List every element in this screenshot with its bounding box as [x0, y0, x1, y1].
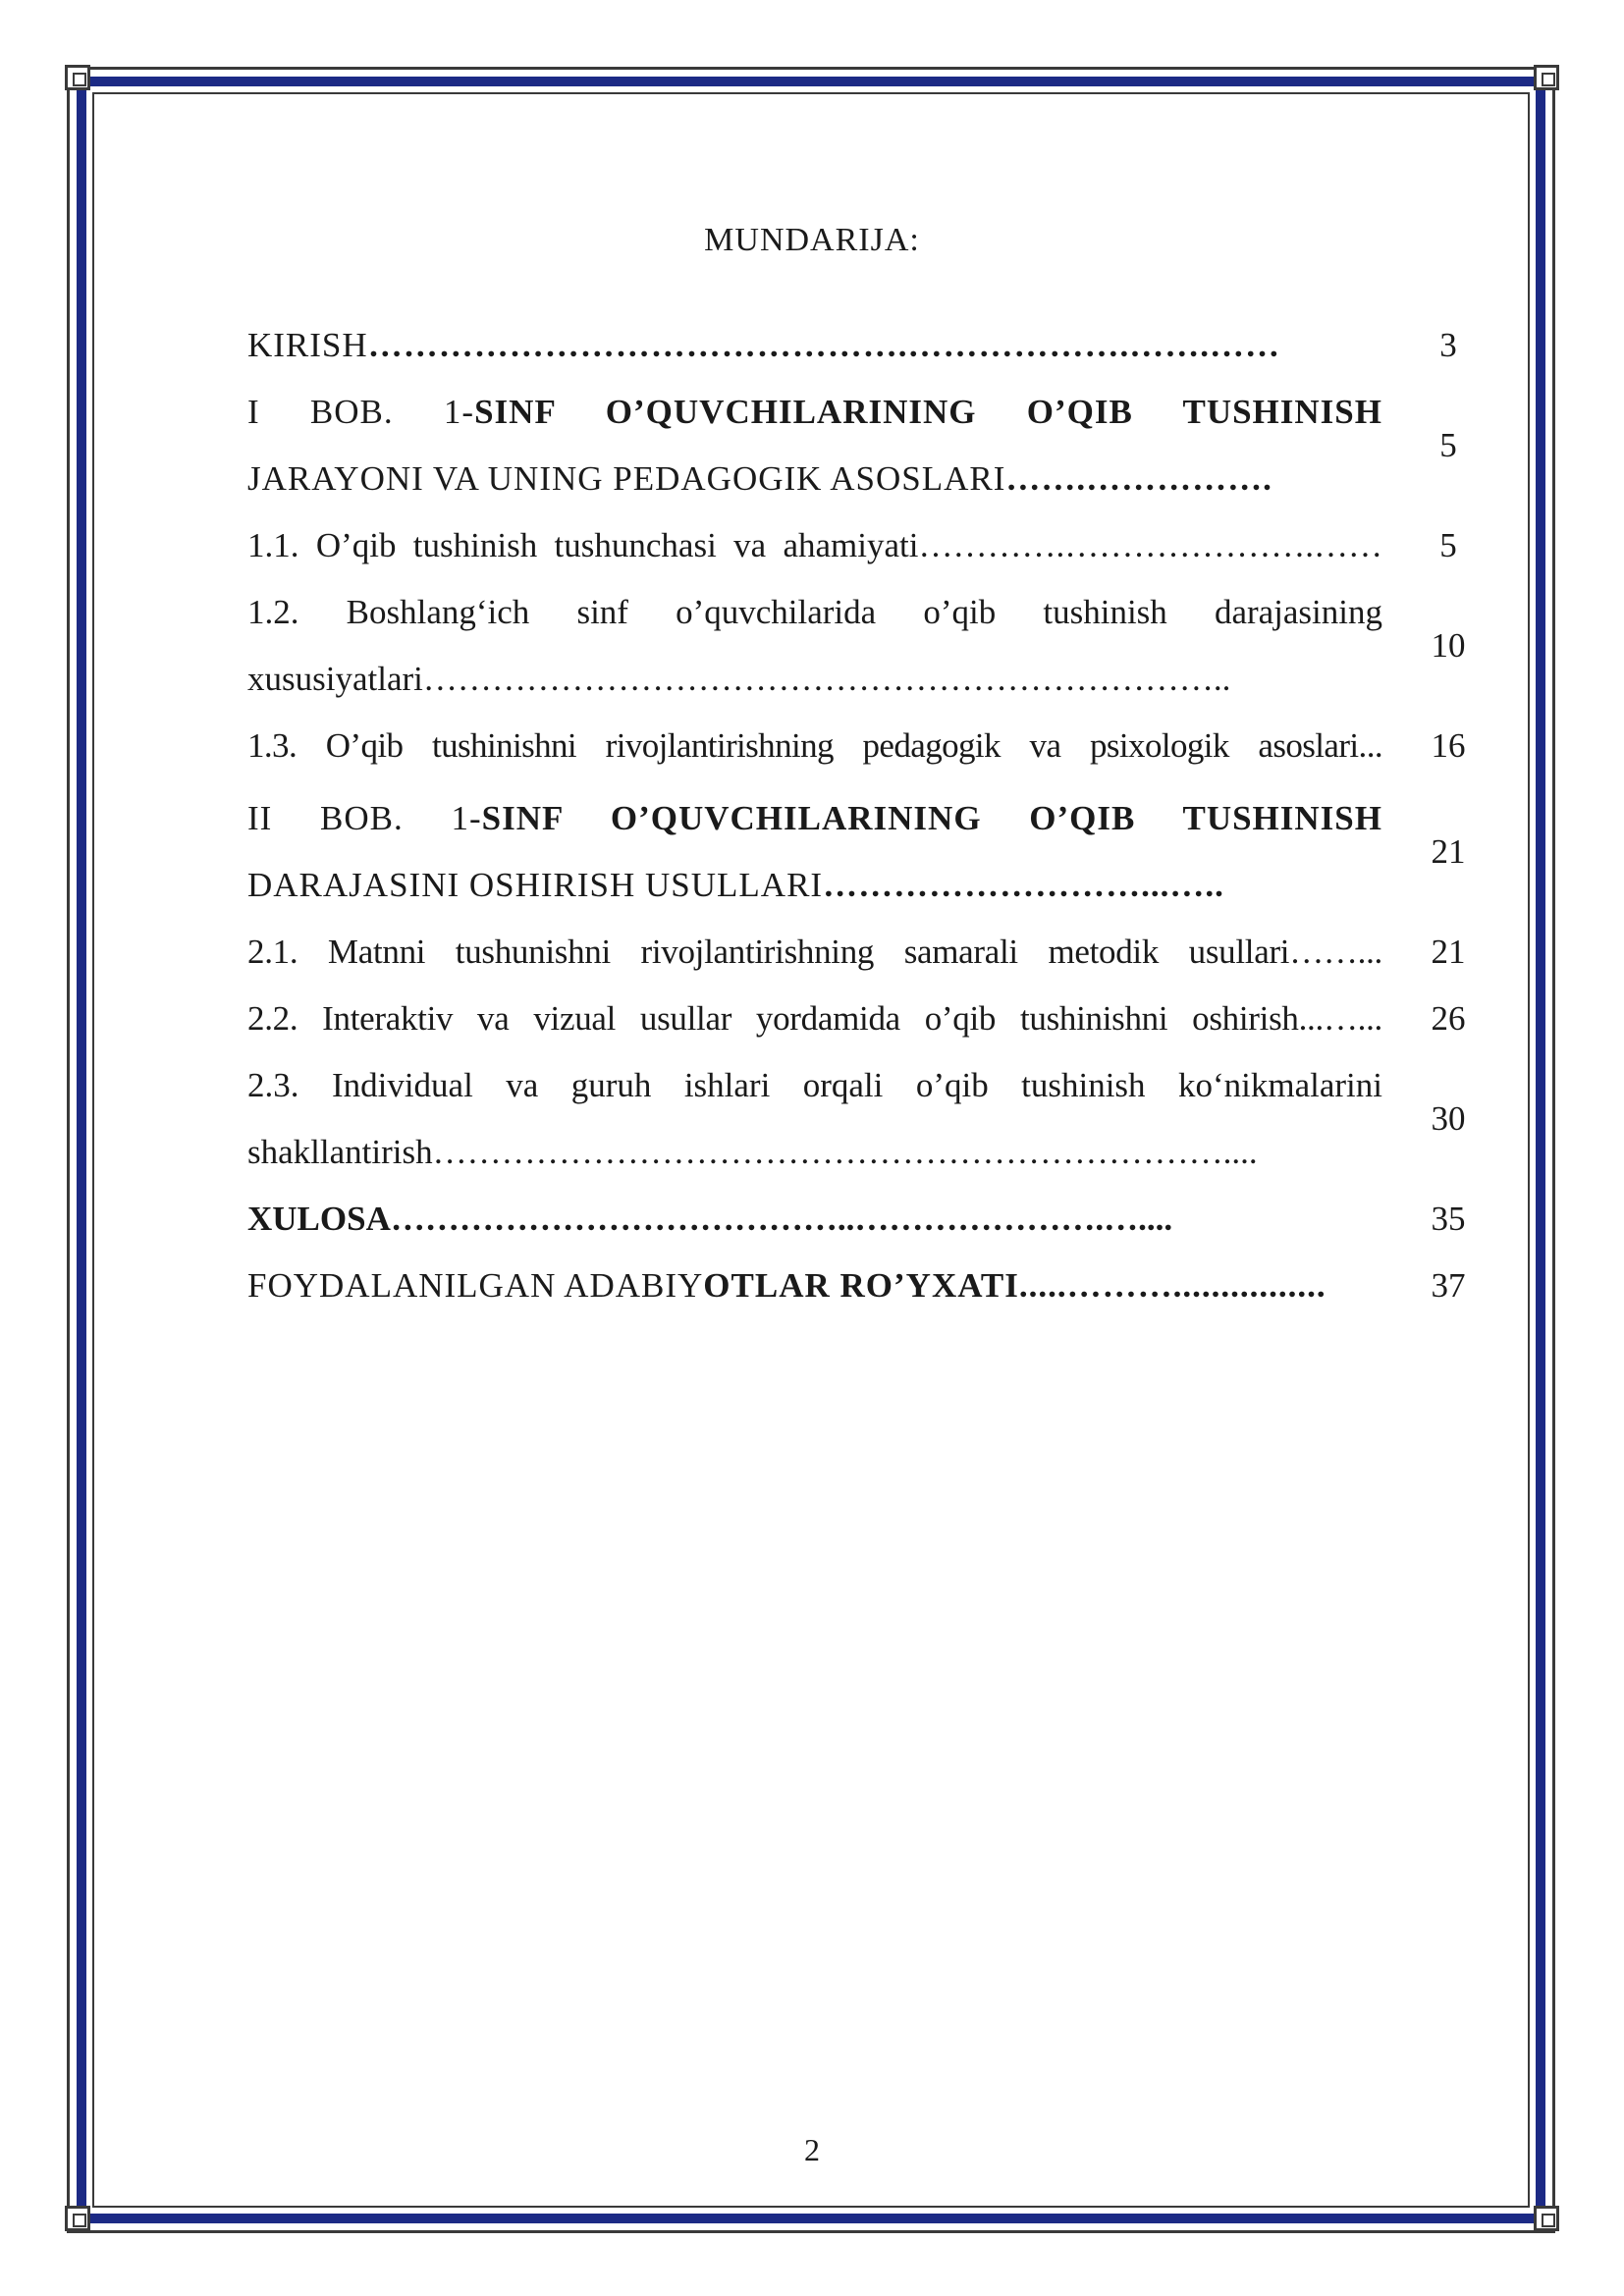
- toc-page-number: 10: [1431, 626, 1466, 665]
- toc-entry-1-2[interactable]: [247, 579, 1485, 713]
- toc-entry-text: 2.2. Interaktiv va vizual usullar yordamida o’qib tushinishni oshirish...…...: [247, 999, 1382, 1038]
- toc-entry-chapter-1[interactable]: [247, 379, 1485, 512]
- toc-page-number: 35: [1431, 1200, 1466, 1238]
- toc-entry-text: XULOSA…………………………………..………………….…....: [247, 1200, 1173, 1238]
- toc-entry-1-3[interactable]: [247, 713, 1485, 779]
- toc-page-number: 16: [1431, 726, 1466, 765]
- toc-entry-text: 1.2. Boshlang‘ich sinf o’quvchilarida o’qib tushinish darajasining xususiyatlari……………………………………………………………..: [247, 593, 1382, 698]
- toc-page-number: 5: [1439, 426, 1457, 464]
- toc-entry-text: I BOB. 1-SINF O’QUVCHILARINING O’QIB TUSHINISH JARAYONI VA UNING PEDAGOGIK ASOSLARI…….…………….: [247, 393, 1382, 498]
- toc-entry-2-1[interactable]: [247, 919, 1485, 986]
- toc-entry-text: FOYDALANILGAN ADABIYOTLAR RO’YXATI.....………................: [247, 1266, 1326, 1305]
- toc-entry-xulosa[interactable]: [247, 1186, 1485, 1253]
- toc-entry-references[interactable]: [247, 1253, 1485, 1319]
- toc-page-number: 21: [1431, 832, 1466, 871]
- toc-entry-chapter-2[interactable]: [247, 785, 1485, 919]
- table-of-contents: [247, 312, 1485, 1319]
- toc-page-number: 5: [1439, 526, 1457, 564]
- toc-entry-text: 1.1. O’qib tushinish tushunchasi va ahamiyati………….………………….……: [247, 526, 1382, 564]
- page-title: MUNDARIJA:: [704, 222, 920, 258]
- page-footer-number: 2: [804, 2132, 820, 2167]
- toc-entry-text: 2.3. Individual va guruh ishlari orqali o’qib tushinish ko‘nikmalarini shakllantirish……………………………………………………………....: [247, 1066, 1382, 1171]
- toc-entry-text: 2.1. Matnni tushunishni rivojlantirishning samarali metodik usullari……...: [247, 933, 1382, 971]
- toc-page-number: 21: [1431, 933, 1466, 971]
- toc-entry-text: KIRISH……………………………………….……………….…….……: [247, 326, 1280, 364]
- toc-entry-2-3[interactable]: [247, 1052, 1485, 1186]
- toc-entry-1-1[interactable]: [247, 512, 1485, 579]
- toc-entry-kirish[interactable]: [247, 312, 1485, 379]
- corner-ornament-bottom-left: [65, 2206, 90, 2231]
- corner-ornament-bottom-right: [1534, 2206, 1559, 2231]
- toc-entry-2-2[interactable]: [247, 986, 1485, 1052]
- toc-page-number: 3: [1439, 326, 1457, 364]
- toc-page-number: 26: [1431, 999, 1466, 1038]
- corner-ornament-top-left: [65, 65, 90, 90]
- toc-entry-text: II BOB. 1-SINF O’QUVCHILARINING O’QIB TUSHINISH DARAJASINI OSHIRISH USULLARI………………………...…..: [247, 799, 1382, 904]
- toc-page-number: 37: [1431, 1266, 1466, 1305]
- corner-ornament-top-right: [1534, 65, 1559, 90]
- toc-page-number: 30: [1431, 1099, 1466, 1138]
- toc-entry-text: 1.3. O’qib tushinishni rivojlantirishning pedagogik va psixologik asoslari...: [247, 726, 1382, 765]
